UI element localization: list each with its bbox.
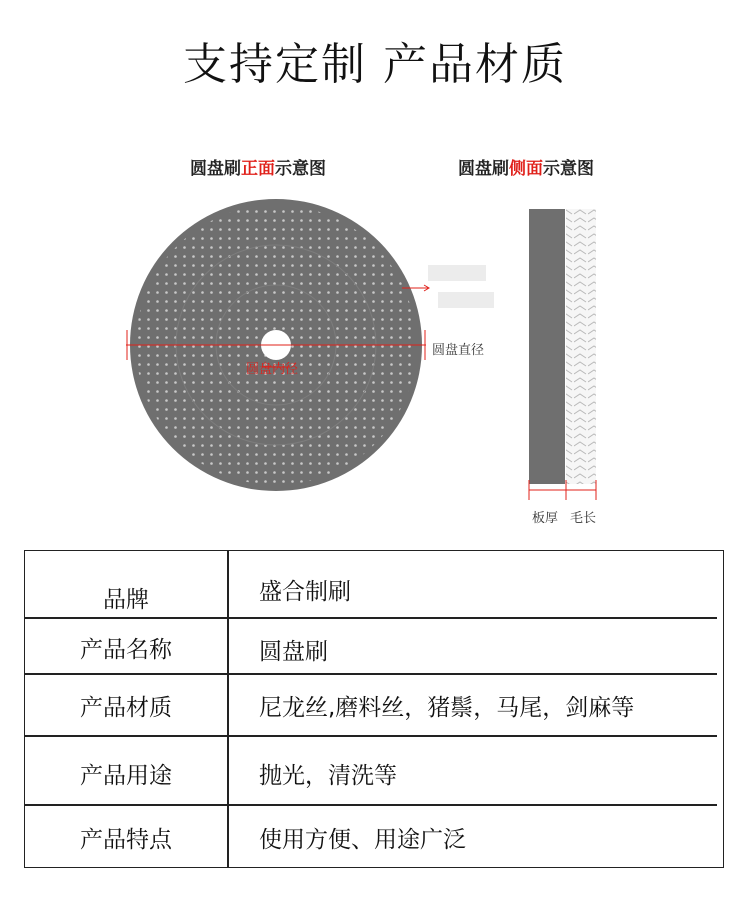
row-label: 产品名称 xyxy=(80,637,172,663)
row-value: 抛光，清洗等 xyxy=(259,763,397,789)
disk-side-view xyxy=(529,209,596,500)
side-view-caption: 圆盘刷侧面示意图 xyxy=(458,159,594,179)
outer-diameter-label: 圆盘直径 xyxy=(432,343,485,358)
row-value: 圆盘刷 xyxy=(259,639,328,665)
plate-body xyxy=(529,209,565,484)
front-view-caption: 圆盘刷正面示意图 xyxy=(190,159,326,179)
row-value: 尼龙丝,磨料丝，猪鬃，马尾，剑麻等 xyxy=(259,695,635,721)
row-value: 盛合制刷 xyxy=(259,579,351,605)
row-label: 产品特点 xyxy=(80,827,172,853)
row-label: 产品材质 xyxy=(80,695,172,721)
plate-thickness-label: 板厚 xyxy=(532,511,559,526)
disk-front-view xyxy=(126,199,426,491)
row-label: 产品用途 xyxy=(80,763,172,789)
spec-table xyxy=(24,550,724,868)
bristle-length-label: 毛长 xyxy=(570,511,597,526)
page-title: 支持定制 产品材质 xyxy=(183,39,567,90)
table-row-features xyxy=(25,804,723,866)
blurred-label-2 xyxy=(438,292,494,308)
row-label: 品牌 xyxy=(103,587,149,613)
table-row-material xyxy=(25,673,723,735)
row-value: 使用方便、用途广泛 xyxy=(259,827,466,853)
table-row-product-name xyxy=(25,617,723,673)
blurred-label-1 xyxy=(428,265,486,281)
table-row-usage xyxy=(25,735,723,804)
table-row-brand xyxy=(25,551,723,617)
inner-diameter-label: 圆盘内径 xyxy=(246,362,299,377)
